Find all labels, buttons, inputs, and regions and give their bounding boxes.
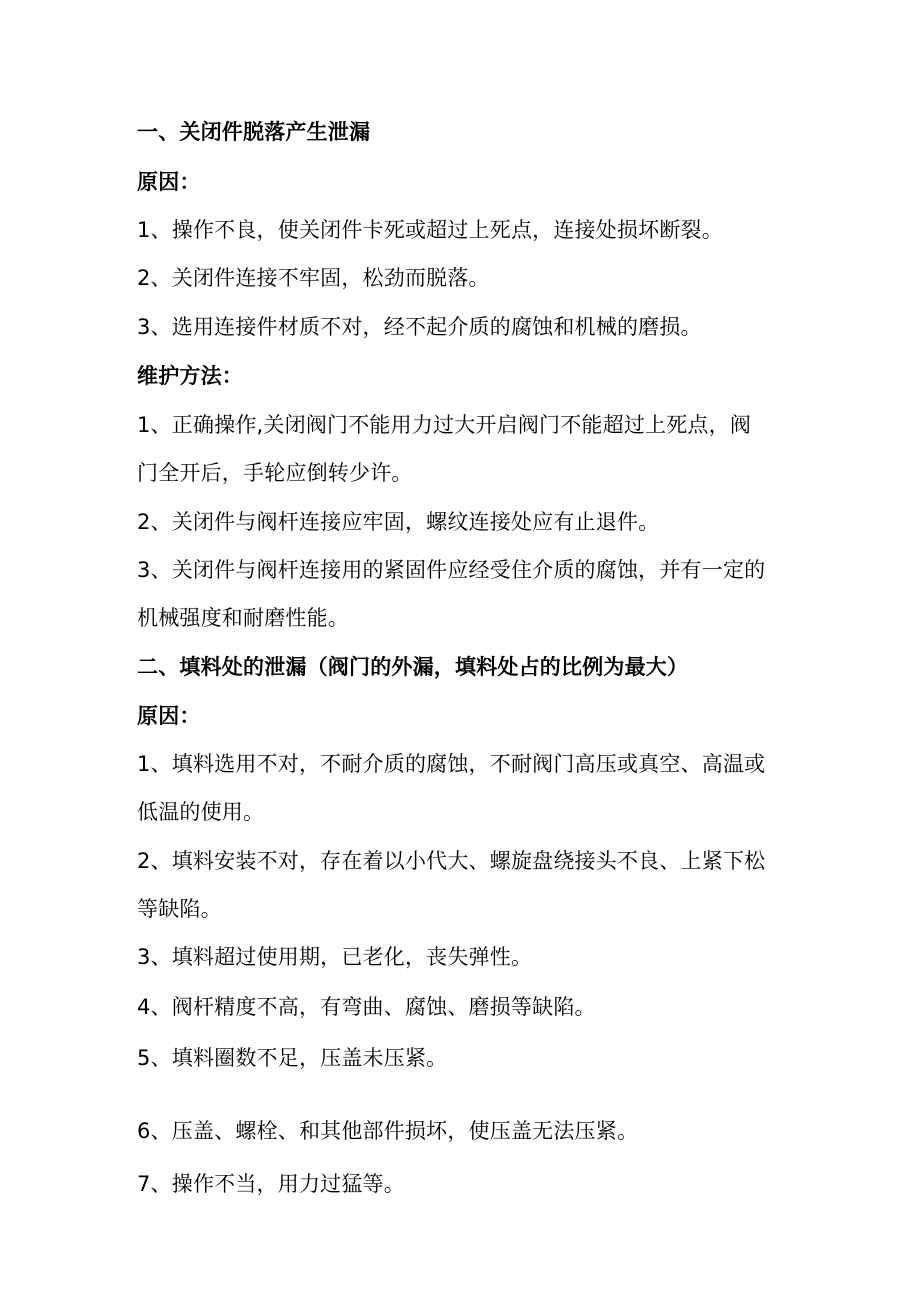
section1-maintenance-1-line2: 门全开后，手轮应倒转少许。 xyxy=(137,461,413,485)
section2-heading: 二、填料处的泄漏（阀门的外漏，填料处占的比例为最大） xyxy=(137,655,689,679)
section2-cause-1-line1: 1、填料选用不对，不耐介质的腐蚀，不耐阀门高压或真空、高温或 xyxy=(137,752,766,776)
section1-cause-3: 3、选用连接件材质不对，经不起介质的腐蚀和机械的磨损。 xyxy=(137,315,702,339)
section1-maintenance-2: 2、关闭件与阀杆连接应牢固，螺纹连接处应有止退件。 xyxy=(137,510,660,534)
section1-maintenance-3-line1: 3、关闭件与阀杆连接用的紧固件应经受住介质的腐蚀，并有一定的 xyxy=(137,558,766,582)
section2-cause-3: 3、填料超过使用期，已老化，丧失弹性。 xyxy=(137,945,533,969)
section1-heading: 一、关闭件脱落产生泄漏 xyxy=(137,120,371,144)
section2-cause-7: 7、操作不当，用力过猛等。 xyxy=(137,1172,405,1196)
section1-maintenance-1-line1: 1、正确操作,关闭阀门不能用力过大开启阀门不能超过上死点，阀 xyxy=(137,413,752,437)
section2-cause-2-line1: 2、填料安装不对，存在着以小代大、螺旋盘绕接头不良、上紧下松 xyxy=(137,849,766,873)
section2-cause-4: 4、阀杆精度不高，有弯曲、腐蚀、磨损等缺陷。 xyxy=(137,995,596,1019)
section1-cause-1: 1、操作不良，使关闭件卡死或超过上死点，连接处损坏断裂。 xyxy=(137,218,723,242)
section2-causes-label: 原因： xyxy=(137,704,201,728)
section2-cause-5: 5、填料圈数不足，压盖未压紧。 xyxy=(137,1046,448,1070)
section2-cause-2-line2: 等缺陷。 xyxy=(137,897,222,921)
section1-maintenance-3-line2: 机械强度和耐磨性能。 xyxy=(137,606,349,630)
section2-cause-1-line2: 低温的使用。 xyxy=(137,800,265,824)
section1-causes-label: 原因： xyxy=(137,170,201,194)
section1-maintenance-label: 维护方法： xyxy=(137,364,243,388)
section2-cause-6: 6、压盖、螺栓、和其他部件损坏，使压盖无法压紧。 xyxy=(137,1119,639,1143)
section1-cause-2: 2、关闭件连接不牢固，松劲而脱落。 xyxy=(137,266,490,290)
